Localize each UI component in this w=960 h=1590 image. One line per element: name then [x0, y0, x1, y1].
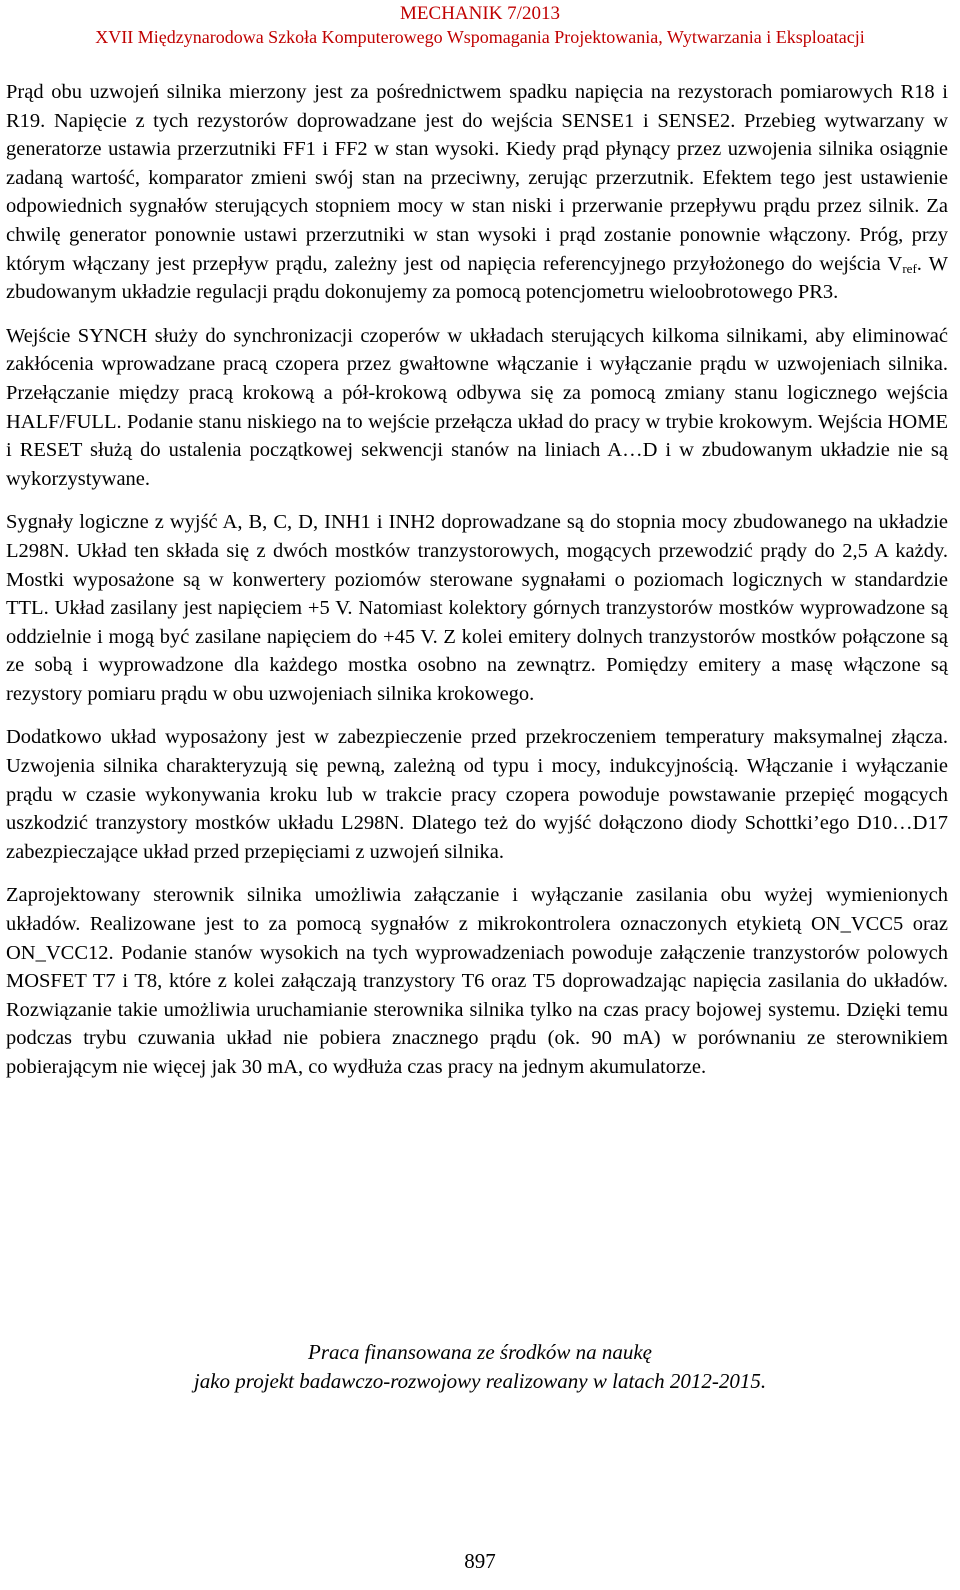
page-header: [0, 2, 960, 48]
paragraph-thermal-protection: Dodatkowo układ wyposażony jest w zabezpieczenie przed przekroczeniem temperatury maksymalnej złącza. Uzwojenia silnika charakteryzują się pewną, zależną od typu i mocy, indukcyjnością. Włączanie i wyłączanie prądu w czasie wykonywania kroku lub w trakcie pracy czopera powoduje powstawanie przepięć mogących uszkodzić tranzystory mostków układu L298N. Dlatego też do wyjść dołączono diody Schottki’ego D10…D17 zabezpieczające układ przed przepięciami z uzwojeń silnika.: [6, 726, 948, 863]
funding-note: [0, 1338, 960, 1396]
journal-title: MECHANIK 7/2013: [400, 3, 560, 24]
conference-title: XVII Międzynarodowa Szkoła Komputerowego Wspomagania Projektowania, Wytwarzania i Eksploatacji: [95, 27, 865, 47]
paragraph-current-sensing: [6, 78, 948, 307]
page-number: 897: [464, 1549, 496, 1573]
paragraph-text: Prąd obu uzwojeń silnika mierzony jest za pośrednictwem spadku napięcia na rezystorach pomiarowych R18 i R19. Napięcie z tych rezystorów doprowadzane jest do wejścia SENSE1 i SENSE2. Przebieg wytwarzany w generatorze ustawia przerzutniki FF1 i FF2 w stan wysoki. Kiedy prąd płynący przez uzwojenia silnika osiągnie zadaną wartość, komparator zmieni swój stan na przeciwny, zerując przerzutnik. Efektem tego jest ustawienie odpowiednich sygnałów sterujących stopniem mocy w stan niski i przerwanie przepływu prądu przez silnik. Za chwilę generator ponownie ustawi przerzutniki w stan wysoki i prąd zostanie ponownie włączony. Próg, przy którym włączany jest przepływ prądu, zależny jest od napięcia referencyjnego przyłożonego do wejścia V: [6, 81, 948, 275]
article-body: [6, 78, 948, 1097]
funding-line-1: Praca finansowana ze środków na naukę: [308, 1340, 652, 1364]
paragraph-power-switching: Zaprojektowany sterownik silnika umożliwia załączanie i wyłączanie zasilania obu wyżej wymienionych układów. Realizowane jest to za pomocą sygnałów z mikrokontrolera oznaczonych etykietą ON_VCC5 oraz ON_VCC12. Podanie stanów wysokich na tych wyprowadzeniach powoduje załączenie tranzystorów polowych MOSFET T7 i T8, które z kolei załączają tranzystory T6 oraz T5 doprowadzając napięcia zasilania do układów. Rozwiązanie takie umożliwia uruchamianie sterownika silnika tylko na czas pracy bojowej systemu. Dzięki temu podczas trybu czuwania układ nie pobiera znacznego prądu (ok. 90 mA) w porównaniu ze sterownikiem pobierającym nie więcej jak 30 mA, co wydłuża czas pracy na jednym akumulatorze.: [6, 884, 948, 1078]
funding-line-2: jako projekt badawczo-rozwojowy realizowany w latach 2012-2015.: [193, 1369, 767, 1393]
vref-subscript: ref: [902, 260, 917, 276]
paragraph-synch-input: Wejście SYNCH służy do synchronizacji czoperów w układach sterujących kilkoma silnikami, aby eliminować zakłócenia wprowadzane pracą czopera przez gwałtowne włączanie i wyłączanie prądu w uzwojeniach silnika. Przełączanie między pracą krokową a pół-krokową odbywa się za pomocą zmiany stanu logicznego wejścia HALF/FULL. Podanie stanu niskiego na to wejście przełącza układ do pracy w trybie krokowym. Wejścia HOME i RESET służą do ustalenia początkowej sekwencji stanów na liniach A…D i w zbudowanym układzie nie są wykorzystywane.: [6, 324, 948, 490]
paragraph-text: . W zbudowanym układzie regulacji prądu dokonujemy za pomocą potencjometru wieloobrotowego PR3.: [6, 252, 948, 304]
paragraph-logic-signals: Sygnały logiczne z wyjść A, B, C, D, INH1 i INH2 doprowadzane są do stopnia mocy zbudowanego na układzie L298N. Układ ten składa się z dwóch mostków tranzystorowych, mogących przewodzić prądy do 2,5 A każdy. Mostki wyposażone są w konwertery poziomów sterowane sygnałami o poziomach logicznych w standardzie TTL. Układ zasilany jest napięciem +5 V. Natomiast kolektory górnych tranzystorów mostków wyprowadzone są oddzielnie i mogą być zasilane napięciem do +45 V. Z kolei emitery dolnych tranzystorów mostków połączone są ze sobą i wyprowadzone dla każdego mostka osobno na zewnątrz. Pomiędzy emitery a masę włączone są rezystory pomiaru prądu w obu uzwojeniach silnika krokowego.: [6, 511, 948, 705]
